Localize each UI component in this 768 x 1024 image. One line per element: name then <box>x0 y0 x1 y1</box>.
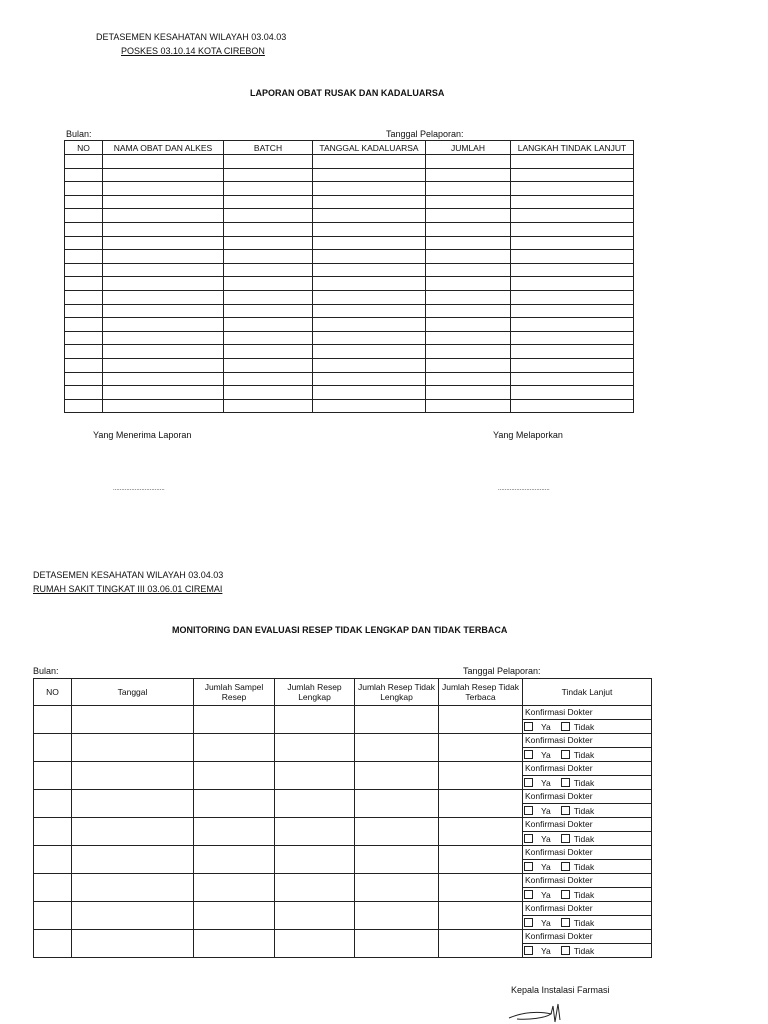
table-cell[interactable] <box>511 399 634 413</box>
table-cell[interactable] <box>65 318 103 332</box>
yes-checkbox[interactable] <box>524 806 533 815</box>
table-cell[interactable] <box>355 930 439 958</box>
table-cell[interactable] <box>313 236 426 250</box>
confirmation-options <box>524 916 651 929</box>
table-cell[interactable] <box>313 277 426 291</box>
no-checkbox[interactable] <box>561 834 570 843</box>
table-cell[interactable] <box>72 902 194 930</box>
no-label: Tidak <box>573 945 595 956</box>
table-cell[interactable] <box>313 168 426 182</box>
table-cell[interactable] <box>313 372 426 386</box>
table-cell[interactable] <box>511 331 634 345</box>
no-checkbox[interactable] <box>561 722 570 731</box>
table-cell[interactable] <box>65 386 103 400</box>
table-cell[interactable] <box>275 734 355 762</box>
table-cell[interactable] <box>72 790 194 818</box>
table-cell[interactable] <box>65 304 103 318</box>
table-cell[interactable] <box>511 182 634 196</box>
table-cell[interactable] <box>194 846 275 874</box>
no-label: Tidak <box>573 889 595 900</box>
table-cell[interactable] <box>275 930 355 958</box>
table-cell[interactable] <box>275 790 355 818</box>
table-cell[interactable] <box>511 168 634 182</box>
no-checkbox[interactable] <box>561 778 570 787</box>
col-date: Tanggal <box>72 679 194 706</box>
table-cell[interactable] <box>34 818 72 846</box>
table-cell[interactable] <box>34 846 72 874</box>
table-cell[interactable] <box>355 762 439 790</box>
table-cell[interactable] <box>194 790 275 818</box>
yes-label: Ya <box>541 805 551 816</box>
org-unit: POSKES 03.10.14 KOTA CIREBON <box>121 46 265 56</box>
reporter-signature-line: ............................... <box>498 486 550 492</box>
table-row <box>34 734 652 762</box>
followup-cell <box>523 902 652 930</box>
table-cell[interactable] <box>426 386 511 400</box>
table-cell[interactable] <box>313 222 426 236</box>
table-cell[interactable] <box>426 209 511 223</box>
table-cell[interactable] <box>355 874 439 902</box>
yes-checkbox[interactable] <box>524 862 533 871</box>
table-cell[interactable] <box>103 304 224 318</box>
org-name-2: DETASEMEN KESAHATAN WILAYAH 03.04.03 <box>33 570 224 580</box>
table-cell[interactable] <box>72 734 194 762</box>
table-cell[interactable] <box>224 345 313 359</box>
table-row <box>65 372 634 386</box>
table-cell[interactable] <box>426 290 511 304</box>
signature-mark <box>505 1002 575 1024</box>
table-cell[interactable] <box>439 790 523 818</box>
table-cell[interactable] <box>511 345 634 359</box>
table-row <box>65 358 634 372</box>
table-cell[interactable] <box>355 734 439 762</box>
yes-checkbox[interactable] <box>524 890 533 899</box>
table-row <box>65 290 634 304</box>
table-cell[interactable] <box>194 734 275 762</box>
table-cell[interactable] <box>34 762 72 790</box>
table-row <box>65 263 634 277</box>
yes-checkbox[interactable] <box>524 778 533 787</box>
expired-drugs-table <box>64 140 634 413</box>
table-cell[interactable] <box>355 902 439 930</box>
table-cell[interactable] <box>511 250 634 264</box>
table-cell[interactable] <box>224 372 313 386</box>
followup-cell <box>523 818 652 846</box>
no-label: Tidak <box>573 917 595 928</box>
followup-text: Konfirmasi Dokter <box>523 790 651 804</box>
table-cell[interactable] <box>426 168 511 182</box>
table-cell[interactable] <box>224 304 313 318</box>
table-row <box>65 222 634 236</box>
col-followup: LANGKAH TINDAK LANJUT <box>511 141 634 155</box>
followup-text: Konfirmasi Dokter <box>523 762 651 776</box>
yes-label: Ya <box>541 833 551 844</box>
table-cell[interactable] <box>426 236 511 250</box>
col-sample-count: Jumlah Sampel Resep <box>194 679 275 706</box>
table-cell[interactable] <box>426 277 511 291</box>
confirmation-options <box>524 748 651 761</box>
table-cell[interactable] <box>426 195 511 209</box>
table-cell[interactable] <box>72 930 194 958</box>
followup-cell <box>523 874 652 902</box>
table-cell[interactable] <box>103 345 224 359</box>
table-cell[interactable] <box>72 706 194 734</box>
table-cell[interactable] <box>511 236 634 250</box>
table-cell[interactable] <box>439 818 523 846</box>
table-cell[interactable] <box>34 930 72 958</box>
confirmation-options <box>524 860 651 873</box>
table-cell[interactable] <box>103 331 224 345</box>
table-cell[interactable] <box>194 930 275 958</box>
reporter-label: Yang Melaporkan <box>493 430 563 440</box>
month-label: Bulan: <box>66 129 92 139</box>
report-date-label: Tanggal Pelaporan: <box>386 129 464 139</box>
table-cell[interactable] <box>103 263 224 277</box>
table-cell[interactable] <box>224 195 313 209</box>
table-header-row <box>34 679 652 706</box>
table-cell[interactable] <box>65 182 103 196</box>
table-cell[interactable] <box>313 209 426 223</box>
yes-label: Ya <box>541 917 551 928</box>
table-cell[interactable] <box>103 250 224 264</box>
table-row <box>34 874 652 902</box>
org-name: DETASEMEN KESAHATAN WILAYAH 03.04.03 <box>96 32 287 42</box>
followup-cell <box>523 762 652 790</box>
table-row <box>65 182 634 196</box>
table-cell[interactable] <box>275 846 355 874</box>
col-batch: BATCH <box>224 141 313 155</box>
no-label: Tidak <box>573 749 595 760</box>
no-checkbox[interactable] <box>561 750 570 759</box>
table-cell[interactable] <box>313 386 426 400</box>
no-checkbox[interactable] <box>561 806 570 815</box>
table-cell[interactable] <box>439 846 523 874</box>
table-cell[interactable] <box>194 706 275 734</box>
table-cell[interactable] <box>65 195 103 209</box>
followup-text: Konfirmasi Dokter <box>523 818 651 832</box>
table-cell[interactable] <box>313 250 426 264</box>
table-cell[interactable] <box>72 846 194 874</box>
col-drug-name: NAMA OBAT DAN ALKES <box>103 141 224 155</box>
table-cell[interactable] <box>34 734 72 762</box>
table-cell[interactable] <box>275 706 355 734</box>
table-cell[interactable] <box>511 222 634 236</box>
table-cell[interactable] <box>224 168 313 182</box>
table-cell[interactable] <box>224 263 313 277</box>
table-cell[interactable] <box>103 195 224 209</box>
no-checkbox[interactable] <box>561 862 570 871</box>
table-row <box>34 846 652 874</box>
table-cell[interactable] <box>103 372 224 386</box>
table-cell[interactable] <box>313 345 426 359</box>
table-cell[interactable] <box>426 345 511 359</box>
table-row <box>65 318 634 332</box>
table-row <box>65 168 634 182</box>
table-cell[interactable] <box>103 236 224 250</box>
table-row <box>65 155 634 169</box>
table-cell[interactable] <box>224 290 313 304</box>
followup-text: Konfirmasi Dokter <box>523 930 651 944</box>
table-cell[interactable] <box>34 706 72 734</box>
table-cell[interactable] <box>103 386 224 400</box>
col-expiry-date: TANGGAL KADALUARSA <box>313 141 426 155</box>
table-cell[interactable] <box>103 290 224 304</box>
followup-cell <box>523 846 652 874</box>
yes-label: Ya <box>541 777 551 788</box>
table-cell[interactable] <box>511 318 634 332</box>
col-illegible-count: Jumlah Resep Tidak Terbaca <box>439 679 523 706</box>
table-cell[interactable] <box>224 222 313 236</box>
table-cell[interactable] <box>426 250 511 264</box>
table-cell[interactable] <box>426 358 511 372</box>
table-cell[interactable] <box>511 195 634 209</box>
table-cell[interactable] <box>194 874 275 902</box>
table-row <box>34 762 652 790</box>
table-row <box>34 790 652 818</box>
table-row <box>34 930 652 958</box>
table-cell[interactable] <box>511 386 634 400</box>
table-cell[interactable] <box>275 818 355 846</box>
table-header-row <box>65 141 634 155</box>
table-cell[interactable] <box>194 818 275 846</box>
table-cell[interactable] <box>426 304 511 318</box>
table-cell[interactable] <box>65 236 103 250</box>
table-row <box>65 345 634 359</box>
followup-cell <box>523 790 652 818</box>
table-cell[interactable] <box>511 358 634 372</box>
monitoring-title: MONITORING DAN EVALUASI RESEP TIDAK LENGKAP DAN TIDAK TERBACA <box>172 625 508 635</box>
table-cell[interactable] <box>313 331 426 345</box>
table-cell[interactable] <box>224 386 313 400</box>
confirmation-options <box>524 944 651 957</box>
table-cell[interactable] <box>355 706 439 734</box>
table-cell[interactable] <box>65 263 103 277</box>
table-cell[interactable] <box>511 290 634 304</box>
table-row <box>65 386 634 400</box>
table-row <box>65 195 634 209</box>
table-cell[interactable] <box>224 250 313 264</box>
table-cell[interactable] <box>313 182 426 196</box>
table-row <box>34 706 652 734</box>
col-incomplete-count: Jumlah Resep Tidak Lengkap <box>355 679 439 706</box>
table-cell[interactable] <box>34 790 72 818</box>
table-cell[interactable] <box>194 902 275 930</box>
yes-label: Ya <box>541 889 551 900</box>
followup-text: Konfirmasi Dokter <box>523 846 651 860</box>
col-followup: Tindak Lanjut <box>523 679 652 706</box>
confirmation-options <box>524 832 651 845</box>
table-cell[interactable] <box>426 263 511 277</box>
table-cell[interactable] <box>65 168 103 182</box>
table-cell[interactable] <box>426 399 511 413</box>
table-cell[interactable] <box>313 358 426 372</box>
table-row <box>65 331 634 345</box>
table-cell[interactable] <box>313 290 426 304</box>
confirmation-options <box>524 776 651 789</box>
table-cell[interactable] <box>426 318 511 332</box>
table-cell[interactable] <box>426 155 511 169</box>
table-cell[interactable] <box>313 318 426 332</box>
table-cell[interactable] <box>65 250 103 264</box>
table-row <box>65 399 634 413</box>
yes-label: Ya <box>541 749 551 760</box>
table-cell[interactable] <box>511 277 634 291</box>
table-row <box>65 250 634 264</box>
table-cell[interactable] <box>439 930 523 958</box>
no-label: Tidak <box>573 777 595 788</box>
table-row <box>34 818 652 846</box>
table-cell[interactable] <box>511 209 634 223</box>
col-complete-count: Jumlah Resep Lengkap <box>275 679 355 706</box>
followup-text: Konfirmasi Dokter <box>523 902 651 916</box>
table-cell[interactable] <box>65 155 103 169</box>
confirmation-options <box>524 888 651 901</box>
table-cell[interactable] <box>313 195 426 209</box>
month-label-2: Bulan: <box>33 666 59 676</box>
table-cell[interactable] <box>224 331 313 345</box>
table-cell[interactable] <box>224 358 313 372</box>
table-cell[interactable] <box>194 762 275 790</box>
signer-title: Kepala Instalasi Farmasi <box>511 985 610 995</box>
table-cell[interactable] <box>103 358 224 372</box>
table-cell[interactable] <box>224 277 313 291</box>
no-label: Tidak <box>573 721 595 732</box>
table-cell[interactable] <box>72 818 194 846</box>
table-cell[interactable] <box>355 846 439 874</box>
confirmation-options <box>524 720 651 733</box>
col-no: NO <box>65 141 103 155</box>
prescription-monitoring-table <box>33 678 652 958</box>
table-cell[interactable] <box>103 182 224 196</box>
table-cell[interactable] <box>103 209 224 223</box>
table-cell[interactable] <box>275 902 355 930</box>
no-label: Tidak <box>573 833 595 844</box>
yes-checkbox[interactable] <box>524 722 533 731</box>
table-cell[interactable] <box>224 209 313 223</box>
table-cell[interactable] <box>103 399 224 413</box>
table-cell[interactable] <box>511 155 634 169</box>
col-quantity: JUMLAH <box>426 141 511 155</box>
table-row <box>34 902 652 930</box>
table-row <box>65 236 634 250</box>
followup-text: Konfirmasi Dokter <box>523 734 651 748</box>
table-cell[interactable] <box>224 318 313 332</box>
table-cell[interactable] <box>65 399 103 413</box>
table-cell[interactable] <box>313 399 426 413</box>
yes-checkbox[interactable] <box>524 918 533 927</box>
table-cell[interactable] <box>34 902 72 930</box>
followup-cell <box>523 706 652 734</box>
table-cell[interactable] <box>426 372 511 386</box>
yes-label: Ya <box>541 861 551 872</box>
table-cell[interactable] <box>103 277 224 291</box>
table-cell[interactable] <box>511 372 634 386</box>
table-cell[interactable] <box>439 902 523 930</box>
table-cell[interactable] <box>65 209 103 223</box>
table-cell[interactable] <box>72 762 194 790</box>
table-cell[interactable] <box>355 818 439 846</box>
receiver-label: Yang Menerima Laporan <box>93 430 192 440</box>
table-cell[interactable] <box>65 277 103 291</box>
table-cell[interactable] <box>426 331 511 345</box>
col-no: NO <box>34 679 72 706</box>
table-cell[interactable] <box>103 155 224 169</box>
no-label: Tidak <box>573 861 595 872</box>
org-unit-2: RUMAH SAKIT TINGKAT III 03.06.01 CIREMAI <box>33 584 223 594</box>
report-date-label-2: Tanggal Pelaporan: <box>463 666 541 676</box>
followup-text: Konfirmasi Dokter <box>523 706 651 720</box>
table-row <box>65 209 634 223</box>
table-cell[interactable] <box>103 318 224 332</box>
followup-cell <box>523 734 652 762</box>
no-checkbox[interactable] <box>561 946 570 955</box>
table-cell[interactable] <box>72 874 194 902</box>
table-cell[interactable] <box>34 874 72 902</box>
no-checkbox[interactable] <box>561 890 570 899</box>
table-cell[interactable] <box>313 263 426 277</box>
no-label: Tidak <box>573 805 595 816</box>
table-cell[interactable] <box>511 263 634 277</box>
confirmation-options <box>524 804 651 817</box>
receiver-signature-line: ............................... <box>113 486 165 492</box>
followup-text: Konfirmasi Dokter <box>523 874 651 888</box>
table-cell[interactable] <box>439 706 523 734</box>
yes-label: Ya <box>541 721 551 732</box>
table-row <box>65 277 634 291</box>
table-cell[interactable] <box>65 331 103 345</box>
table-row <box>65 304 634 318</box>
table-cell[interactable] <box>439 762 523 790</box>
table-cell[interactable] <box>426 222 511 236</box>
table-cell[interactable] <box>65 222 103 236</box>
table-cell[interactable] <box>65 345 103 359</box>
table-cell[interactable] <box>313 304 426 318</box>
report-title: LAPORAN OBAT RUSAK DAN KADALUARSA <box>250 88 445 98</box>
yes-checkbox[interactable] <box>524 750 533 759</box>
table-cell[interactable] <box>439 734 523 762</box>
table-cell[interactable] <box>439 874 523 902</box>
table-cell[interactable] <box>426 182 511 196</box>
followup-cell <box>523 930 652 958</box>
yes-checkbox[interactable] <box>524 834 533 843</box>
table-cell[interactable] <box>355 790 439 818</box>
table-cell[interactable] <box>224 155 313 169</box>
table-cell[interactable] <box>224 236 313 250</box>
table-cell[interactable] <box>224 182 313 196</box>
table-cell[interactable] <box>511 304 634 318</box>
yes-label: Ya <box>541 945 551 956</box>
table-cell[interactable] <box>275 762 355 790</box>
table-cell[interactable] <box>313 155 426 169</box>
no-checkbox[interactable] <box>561 918 570 927</box>
table-cell[interactable] <box>103 168 224 182</box>
table-cell[interactable] <box>224 399 313 413</box>
table-cell[interactable] <box>65 358 103 372</box>
table-cell[interactable] <box>65 372 103 386</box>
table-cell[interactable] <box>103 222 224 236</box>
table-cell[interactable] <box>275 874 355 902</box>
table-cell[interactable] <box>65 290 103 304</box>
yes-checkbox[interactable] <box>524 946 533 955</box>
